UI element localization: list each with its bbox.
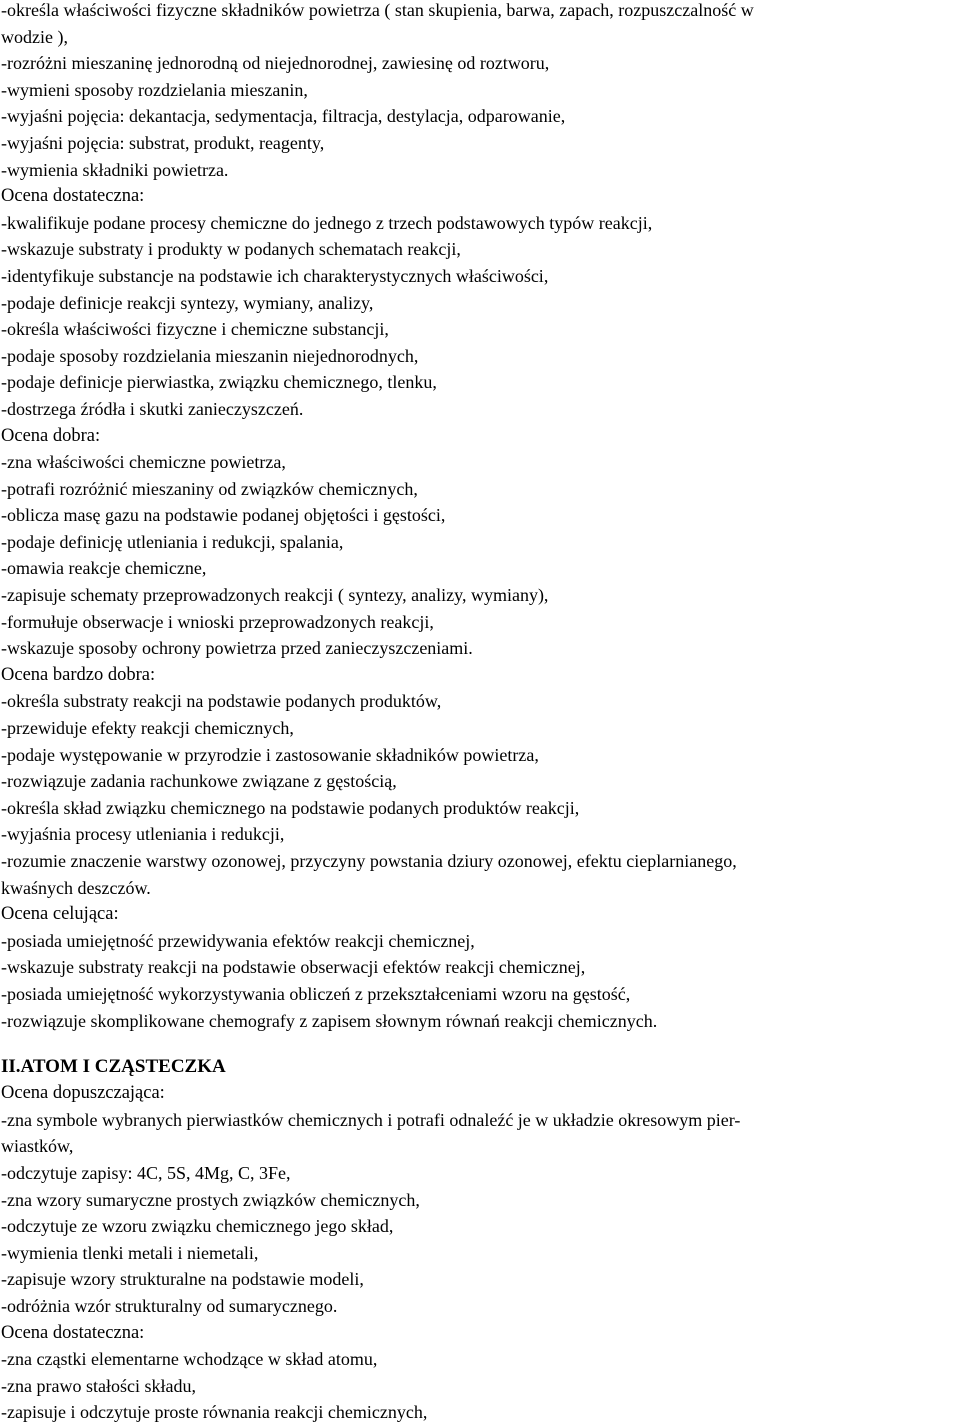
requirement-line: -wskazuje substraty i produkty w podanych schematach reakcji, <box>1 239 461 260</box>
grade-heading: Ocena dostateczna: <box>1 186 145 207</box>
requirement-line: -określa właściwości fizyczne składników powietrza ( stan skupienia, barwa, zapach, rozpuszczalność w <box>1 0 754 20</box>
requirement-line: -zna prawo stałości składu, <box>1 1375 196 1396</box>
requirement-line: -kwalifikuje podane procesy chemiczne do jednego z trzech podstawowych typów reakcji, <box>1 212 653 233</box>
grade-heading: Ocena dobra: <box>1 425 101 446</box>
requirement-line: -odczytuje zapisy: 4C, 5S, 4Mg, C, 3Fe, <box>1 1162 291 1183</box>
requirement-line: -zapisuje schematy przeprowadzonych reakcji ( syntezy, analizy, wymiany), <box>1 585 549 606</box>
requirement-line: -podaje sposoby rozdzielania mieszanin niejednorodnych, <box>1 345 419 366</box>
requirement-line: -podaje definicje reakcji syntezy, wymiany, analizy, <box>1 292 374 313</box>
requirement-line: kwaśnych deszczów. <box>1 877 151 898</box>
requirement-line: -odczytuje ze wzoru związku chemicznego jego skład, <box>1 1216 394 1237</box>
requirement-line: -dostrzega źródła i skutki zanieczyszczeń. <box>1 398 304 419</box>
requirement-line: -wskazuje sposoby ochrony powietrza przed zanieczyszczeniami. <box>1 638 473 659</box>
requirement-line: -potrafi rozróżnić mieszaniny od związków chemicznych, <box>1 478 418 499</box>
requirement-line: wiastków, <box>1 1136 74 1157</box>
requirement-line: -posiada umiejętność przewidywania efektów reakcji chemicznej, <box>1 930 475 951</box>
requirement-line: -rozwiązuje skomplikowane chemografy z zapisem słownym równań reakcji chemicznych. <box>1 1010 658 1031</box>
section-2-body <box>1 1080 960 1426</box>
requirement-line: -zna właściwości chemiczne powietrza, <box>1 452 286 473</box>
requirement-line: -formułuje obserwacje i wnioski przeprowadzonych reakcji, <box>1 611 434 632</box>
requirement-line: -określa substraty reakcji na podstawie podanych produktów, <box>1 691 442 712</box>
requirement-line: -oblicza masę gazu na podstawie podanej objętości i gęstości, <box>1 505 446 526</box>
requirement-line: -podaje definicję utleniania i redukcji, spalania, <box>1 531 344 552</box>
requirement-line: -zapisuje wzory strukturalne na podstawie modeli, <box>1 1269 364 1290</box>
grade-heading: Ocena bardzo dobra: <box>1 664 156 685</box>
grade-heading: Ocena dopuszczająca: <box>1 1083 165 1104</box>
requirement-line: -rozróżni mieszaninę jednorodną od niejednorodnej, zawiesinę od roztworu, <box>1 53 550 74</box>
requirement-line: -wymienia składniki powietrza. <box>1 159 229 180</box>
requirement-line: -zapisuje i odczytuje proste równania reakcji chemicznych, <box>1 1402 428 1423</box>
requirement-line: -określa skład związku chemicznego na podstawie podanych produktów reakcji, <box>1 797 580 818</box>
requirement-line: -zna cząstki elementarne wchodzące w skład atomu, <box>1 1349 378 1370</box>
requirement-line: -wyjaśni pojęcia: substrat, produkt, reagenty, <box>1 132 325 153</box>
requirement-line: -identyfikuje substancje na podstawie ich charakterystycznych właściwości, <box>1 265 549 286</box>
requirement-line: -wymieni sposoby rozdzielania mieszanin, <box>1 79 308 100</box>
requirement-line: -zna wzory sumaryczne prostych związków chemicznych, <box>1 1189 420 1210</box>
requirement-line: -wyjaśnia procesy utleniania i redukcji, <box>1 824 285 845</box>
grade-heading: Ocena celująca: <box>1 904 119 925</box>
section-title: II.ATOM I CZĄSTECZKA <box>1 1056 226 1078</box>
requirement-line: -odróżnia wzór strukturalny od sumarycznego. <box>1 1295 338 1316</box>
requirement-line: -zna symbole wybranych pierwiastków chemicznych i potrafi odnaleźć je w układzie okresowym pier- <box>1 1109 741 1130</box>
requirement-line: -podaje występowanie w przyrodzie i zastosowanie składników powietrza, <box>1 744 539 765</box>
requirement-line: -rozwiązuje zadania rachunkowe związane z gęstością, <box>1 771 397 792</box>
requirement-line: -określa właściwości fizyczne i chemiczne substancji, <box>1 319 389 340</box>
requirement-line: -przewiduje efekty reakcji chemicznych, <box>1 718 294 739</box>
requirement-line: wodzie ), <box>1 26 68 47</box>
section-1-continued <box>1 0 960 1034</box>
requirement-line: -wymienia tlenki metali i niemetali, <box>1 1242 259 1263</box>
requirement-line: -posiada umiejętność wykorzystywania obliczeń z przekształceniami wzoru na gęstość, <box>1 983 631 1004</box>
requirement-line: -wyjaśni pojęcia: dekantacja, sedymentacja, filtracja, destylacja, odparowanie, <box>1 106 566 127</box>
requirement-line: -wskazuje substraty reakcji na podstawie obserwacji efektów reakcji chemicznej, <box>1 957 586 978</box>
requirement-line: -rozumie znaczenie warstwy ozonowej, przyczyny powstania dziury ozonowej, efektu cieplarnianego, <box>1 851 737 871</box>
grade-heading: Ocena dostateczna: <box>1 1322 145 1343</box>
requirement-line: -podaje definicje pierwiastka, związku chemicznego, tlenku, <box>1 372 437 393</box>
requirement-line: -omawia reakcje chemiczne, <box>1 558 207 579</box>
